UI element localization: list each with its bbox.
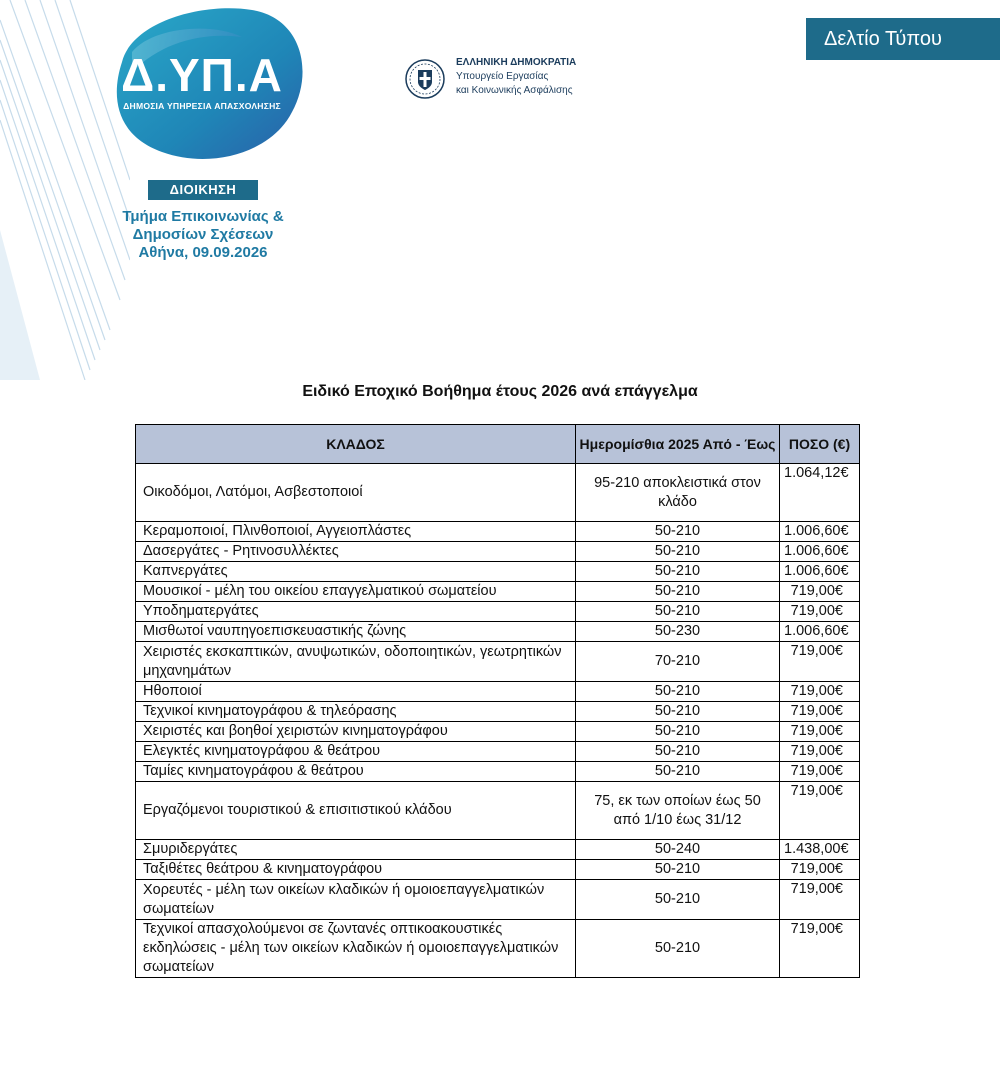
cell-amount: 1.006,60€	[780, 562, 860, 582]
cell-sector: Οικοδόμοι, Λατόμοι, Ασβεστοποιοί	[136, 464, 576, 522]
cell-days: 50-210	[576, 602, 780, 622]
cell-sector: Σμυριδεργάτες	[136, 840, 576, 860]
cell-days: 50-210	[576, 880, 780, 920]
cell-days: 50-210	[576, 920, 780, 978]
cell-sector: Χορευτές - μέλη των οικείων κλαδικών ή ομοιοεπαγγελματικών σωματείων	[136, 880, 576, 920]
document-title: Ειδικό Εποχικό Βοήθημα έτους 2026 ανά επάγγελμα	[302, 383, 698, 400]
cell-sector: Εργαζόμενοι τουριστικού & επισιτιστικού κλάδου	[136, 782, 576, 840]
cell-days: 50-210	[576, 742, 780, 762]
cell-days: 50-210	[576, 860, 780, 880]
table-row	[136, 880, 860, 920]
greek-emblem-icon	[404, 56, 446, 102]
cell-days: 50-210	[576, 762, 780, 782]
table-row	[136, 840, 860, 860]
cell-days: 50-210	[576, 582, 780, 602]
cell-sector: Καπνεργάτες	[136, 562, 576, 582]
department-block	[96, 208, 310, 262]
department-line-2: Δημοσίων Σχέσεων	[132, 226, 274, 243]
table-row	[136, 602, 860, 622]
cell-days: 50-210	[576, 722, 780, 742]
table-row	[136, 642, 860, 682]
logo-subtitle: ΔΗΜΟΣΙΑ ΥΠΗΡΕΣΙΑ ΑΠΑΣΧΟΛΗΣΗΣ	[123, 101, 281, 111]
cell-days: 50-210	[576, 542, 780, 562]
cell-amount: 1.006,60€	[780, 622, 860, 642]
gov-line-1: ΕΛΛΗΝΙΚΗ ΔΗΜΟΚΡΑΤΙΑ	[456, 57, 577, 68]
cell-amount: 1.006,60€	[780, 522, 860, 542]
cell-sector: Ηθοποιοί	[136, 682, 576, 702]
cell-sector: Ταξιθέτες θεάτρου & κινηματογράφου	[136, 860, 576, 880]
table-row	[136, 562, 860, 582]
cell-amount: 719,00€	[780, 642, 860, 682]
cell-sector: Χειριστές εκσκαπτικών, ανυψωτικών, οδοποιητικών, γεωτρητικών μηχανημάτων	[136, 642, 576, 682]
column-header-sector: ΚΛΑΔΟΣ	[136, 425, 576, 464]
cell-amount: 719,00€	[780, 860, 860, 880]
cell-amount: 719,00€	[780, 682, 860, 702]
cell-days: 50-230	[576, 622, 780, 642]
cell-sector: Κεραμοποιοί, Πλινθοποιοί, Αγγειοπλάστες	[136, 522, 576, 542]
cell-days: 50-210	[576, 522, 780, 542]
table-row	[136, 622, 860, 642]
cell-amount: 719,00€	[780, 920, 860, 978]
cell-amount: 1.006,60€	[780, 542, 860, 562]
gov-line-3: και Κοινωνικής Ασφάλισης	[456, 85, 573, 96]
cell-sector: Τεχνικοί κινηματογράφου & τηλεόρασης	[136, 702, 576, 722]
cell-days: 50-210	[576, 562, 780, 582]
table-row	[136, 464, 860, 522]
cell-sector: Μισθωτοί ναυπηγοεπισκευαστικής ζώνης	[136, 622, 576, 642]
table-row	[136, 782, 860, 840]
cell-amount: 719,00€	[780, 762, 860, 782]
table-header-row	[136, 425, 860, 464]
cell-days: 75, εκ των οποίων έως 50 από 1/10 έως 31/12	[576, 782, 780, 840]
benefit-table	[135, 424, 860, 978]
cell-days: 50-210	[576, 682, 780, 702]
cell-amount: 1.438,00€	[780, 840, 860, 860]
cell-days: 50-210	[576, 702, 780, 722]
gov-line-2: Υπουργείο Εργασίας	[456, 71, 549, 82]
cell-days: 70-210	[576, 642, 780, 682]
cell-amount: 719,00€	[780, 702, 860, 722]
column-header-days: Ημερομίσθια 2025 Από - Έως	[576, 425, 780, 464]
logo-text: Δ.ΥΠ.Α	[121, 49, 283, 101]
admin-badge: ΔΙΟΙΚΗΣΗ	[148, 180, 258, 200]
cell-sector: Ελεγκτές κινηματογράφου & θεάτρου	[136, 742, 576, 762]
place-date: Αθήνα, 09.09.2026	[138, 244, 268, 261]
table-row	[136, 682, 860, 702]
table-row	[136, 762, 860, 782]
dypa-logo	[92, 2, 312, 167]
table-row	[136, 722, 860, 742]
cell-sector: Χειριστές και βοηθοί χειριστών κινηματογράφου	[136, 722, 576, 742]
cell-amount: 719,00€	[780, 582, 860, 602]
press-release-badge: Δελτίο Τύπου	[806, 18, 1000, 60]
government-block	[456, 56, 576, 98]
cell-days: 95-210 αποκλειστικά στον κλάδο	[576, 464, 780, 522]
table-row	[136, 702, 860, 722]
column-header-amount: ΠΟΣΟ (€)	[780, 425, 860, 464]
table-row	[136, 542, 860, 562]
cell-sector: Υποδηματεργάτες	[136, 602, 576, 622]
cell-sector: Τεχνικοί απασχολούμενοι σε ζωντανές οπτικοακουστικές εκδηλώσεις - μέλη των οικείων κλαδικών ή ομοιοεπαγγελματικών σωματείων	[136, 920, 576, 978]
cell-amount: 719,00€	[780, 742, 860, 762]
department-line-1: Τμήμα Επικοινωνίας &	[122, 208, 284, 225]
cell-amount: 719,00€	[780, 880, 860, 920]
cell-amount: 719,00€	[780, 602, 860, 622]
cell-sector: Δασεργάτες - Ρητινοσυλλέκτες	[136, 542, 576, 562]
table-body	[136, 464, 860, 978]
table-row	[136, 920, 860, 978]
table-row	[136, 860, 860, 880]
cell-amount: 1.064,12€	[780, 464, 860, 522]
cell-days: 50-240	[576, 840, 780, 860]
cell-sector: Μουσικοί - μέλη του οικείου επαγγελματικού σωματείου	[136, 582, 576, 602]
cell-sector: Ταμίες κινηματογράφου & θεάτρου	[136, 762, 576, 782]
table-row	[136, 522, 860, 542]
table-row	[136, 582, 860, 602]
cell-amount: 719,00€	[780, 782, 860, 840]
cell-amount: 719,00€	[780, 722, 860, 742]
table-row	[136, 742, 860, 762]
